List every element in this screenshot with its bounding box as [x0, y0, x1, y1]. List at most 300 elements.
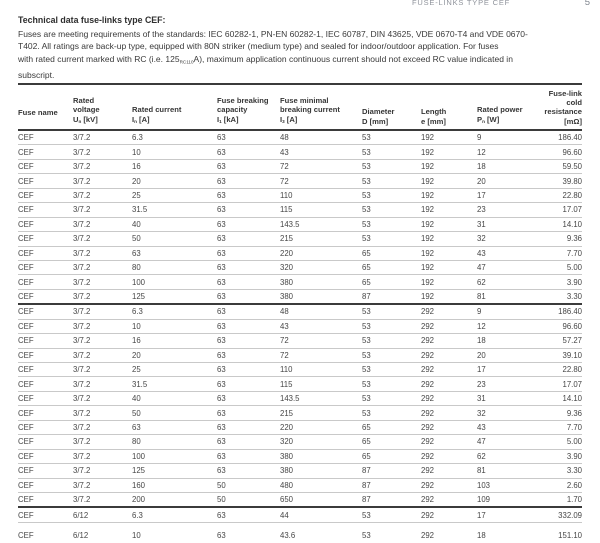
- table-cell: 47: [477, 260, 537, 274]
- table-cell: 292: [421, 363, 477, 377]
- table-header: [18, 84, 582, 130]
- table-cell: 125: [132, 464, 217, 478]
- table-cell: 63: [217, 133, 226, 143]
- table-header-row: [18, 84, 582, 130]
- table-cell: 215: [280, 406, 362, 420]
- table-cell: 53: [362, 377, 421, 391]
- table-cell: 48: [280, 133, 289, 143]
- table-cell: 3/7.2: [73, 406, 132, 420]
- table-cell: 292: [421, 507, 477, 522]
- table-cell: 63: [217, 246, 280, 260]
- table-cell: 63: [132, 246, 217, 260]
- table-cell: 72: [280, 159, 362, 173]
- table-cell: 143.5: [280, 217, 362, 231]
- table-cell: 53: [362, 232, 421, 246]
- table-row: [18, 203, 582, 217]
- table-cell: 31.5: [132, 377, 217, 391]
- table-cell: 80: [132, 435, 217, 449]
- column-header: Fuse minimal breaking current $I_3$ [A]: [280, 84, 362, 130]
- table-cell: CEF: [18, 478, 73, 492]
- table-cell: CEF: [18, 319, 73, 333]
- table-cell: 103: [477, 478, 537, 492]
- table-cell: 39.80: [537, 174, 582, 188]
- intro-paragraph-line: T402. All ratings are back-up type, equipped with 80N striker (medium type) and sealed for indoor/outdoor application. For fuses: [18, 41, 499, 52]
- table-cell: 7.70: [537, 246, 582, 260]
- table-cell: 380: [280, 464, 362, 478]
- table-cell: 17: [477, 188, 537, 202]
- table-cell: 3/7.2: [73, 289, 132, 304]
- table-cell: 63: [217, 348, 280, 362]
- table-cell: 3/7.2: [73, 260, 132, 274]
- table-cell: 63: [217, 334, 280, 348]
- table-cell: 16: [132, 159, 217, 173]
- table-cell: 3/7.2: [73, 464, 132, 478]
- table-row: [18, 406, 582, 420]
- table-cell: 292: [421, 449, 477, 463]
- table-row: [18, 130, 582, 145]
- page-number: 5: [584, 0, 590, 8]
- table-cell: 65: [362, 246, 421, 260]
- table-cell: 22.80: [537, 188, 582, 202]
- table-cell: CEF: [18, 246, 73, 260]
- table-cell: 63: [217, 188, 280, 202]
- table-cell: 143.5: [280, 391, 362, 405]
- table-cell: 39.10: [537, 348, 582, 362]
- table-cell: 63: [217, 406, 280, 420]
- table-cell: 23: [477, 377, 537, 391]
- column-header: Fuse breaking capacity $I_1$ [kA]: [217, 84, 280, 130]
- table-cell: 3/7.2: [73, 334, 132, 348]
- table-cell: 3/7.2: [73, 363, 132, 377]
- intro-line3-post: A), maximum application continuous current should not exceed RC value indicated in: [193, 53, 513, 64]
- table-cell: 650: [280, 492, 362, 507]
- table-cell: 50: [132, 232, 217, 246]
- table-row: [18, 174, 582, 188]
- table-row: [18, 289, 582, 304]
- table-cell: 63: [217, 522, 280, 543]
- table-cell: 292: [421, 406, 477, 420]
- table-cell: 192: [421, 217, 477, 231]
- table-row: [18, 334, 582, 348]
- table-cell: 10: [132, 145, 217, 159]
- table-cell: 87: [362, 464, 421, 478]
- table-cell: 63: [217, 391, 280, 405]
- table-cell: 192: [421, 275, 477, 289]
- table-cell: 3/7.2: [73, 203, 132, 217]
- table-cell: 53: [362, 217, 421, 231]
- table-cell: 65: [362, 435, 421, 449]
- table-cell: CEF: [18, 464, 73, 478]
- table-cell: 480: [280, 478, 362, 492]
- table-cell: 3/7.2: [73, 319, 132, 333]
- table-cell: 186.40: [558, 133, 582, 143]
- table-row: [18, 159, 582, 173]
- table-row: [18, 492, 582, 507]
- table-cell: 63: [217, 289, 280, 304]
- table-cell: 63: [217, 363, 280, 377]
- table-cell: 3/7.2: [73, 420, 132, 434]
- table-cell: 32: [477, 406, 537, 420]
- table-cell: 192: [421, 246, 477, 260]
- table-row: [18, 522, 582, 543]
- table-cell: CEF: [18, 348, 73, 362]
- table-row: [18, 260, 582, 274]
- table-cell: 63: [217, 159, 280, 173]
- table-cell: 192: [421, 159, 477, 173]
- table-cell: 72: [280, 334, 362, 348]
- table-cell: 22.80: [537, 363, 582, 377]
- table-cell: 63: [217, 449, 280, 463]
- table-cell: CEF: [18, 260, 73, 274]
- table-cell: 65: [362, 275, 421, 289]
- table-cell: 53: [362, 203, 421, 217]
- table-cell: 192: [421, 188, 477, 202]
- table-cell: 53: [362, 522, 421, 543]
- table-cell: CEF: [18, 304, 73, 319]
- table-cell: 63: [217, 232, 280, 246]
- table-cell: 320: [280, 260, 362, 274]
- table-cell: 3/7.2: [73, 377, 132, 391]
- table-cell: 63: [217, 145, 280, 159]
- table-cell: 6.3: [132, 304, 217, 319]
- table-row: [18, 420, 582, 434]
- table-cell: CEF: [18, 507, 73, 522]
- table-cell: 65: [362, 260, 421, 274]
- table-cell: 215: [280, 232, 362, 246]
- table-cell: 53: [362, 304, 421, 319]
- table-cell: 6/12: [73, 522, 132, 543]
- table-cell: 47: [477, 435, 537, 449]
- table-cell: 3/7.2: [73, 159, 132, 173]
- table-cell: CEF: [18, 377, 73, 391]
- table-cell: 63: [217, 174, 280, 188]
- column-header: Fuse-link cold resistance [mΩ]: [537, 84, 582, 130]
- table-cell: 53: [362, 391, 421, 405]
- table-cell: 53: [362, 188, 421, 202]
- table-cell: 10: [132, 319, 217, 333]
- table-cell: 81: [477, 289, 537, 304]
- table-cell: 5.00: [537, 435, 582, 449]
- table-cell: CEF: [18, 449, 73, 463]
- table-row: [18, 449, 582, 463]
- table-row: [18, 275, 582, 289]
- table-cell: 192: [421, 232, 477, 246]
- table-cell: 63: [217, 377, 280, 391]
- table-cell: 63: [217, 420, 280, 434]
- table-cell: 7.70: [537, 420, 582, 434]
- table-cell: CEF: [18, 159, 73, 173]
- table-cell: 292: [421, 435, 477, 449]
- table-cell: 25: [132, 363, 217, 377]
- table-cell: 65: [362, 420, 421, 434]
- table-cell: 87: [362, 492, 421, 507]
- table-cell: 10: [132, 522, 217, 543]
- table-cell: 50: [217, 478, 280, 492]
- table-cell: 3/7.2: [73, 304, 132, 319]
- table-cell: 3/7.2: [73, 188, 132, 202]
- table-cell: 3.90: [537, 275, 582, 289]
- table-cell: CEF: [18, 363, 73, 377]
- table-row: [18, 188, 582, 202]
- table-cell: CEF: [18, 420, 73, 434]
- table-cell: 380: [280, 275, 362, 289]
- table-cell: CEF: [18, 217, 73, 231]
- table-row: [18, 363, 582, 377]
- table-cell: 43: [280, 319, 362, 333]
- table-cell: 186.40: [537, 304, 582, 319]
- table-cell: 100: [132, 275, 217, 289]
- technical-data-table: [18, 83, 582, 543]
- table-cell: 63: [217, 435, 280, 449]
- table-cell: 17: [477, 363, 537, 377]
- table-cell: 63: [217, 260, 280, 274]
- table-cell: 292: [421, 348, 477, 362]
- table-row: [18, 464, 582, 478]
- table-cell: 100: [132, 449, 217, 463]
- intro-paragraph-line: subscript.: [18, 70, 55, 81]
- table-cell: 6.3: [132, 133, 143, 143]
- table-cell: 5.00: [537, 260, 582, 274]
- table-cell: 53: [362, 159, 421, 173]
- table-cell: 151.10: [537, 522, 582, 543]
- table-row: [18, 304, 582, 319]
- table-cell: 18: [477, 159, 537, 173]
- table-cell: 57.27: [537, 334, 582, 348]
- table-cell: 292: [421, 478, 477, 492]
- table-cell: 53: [362, 507, 421, 522]
- table-cell: CEF: [18, 492, 73, 507]
- table-cell: 110: [280, 363, 362, 377]
- table-cell: 3/7.2: [73, 145, 132, 159]
- column-header: Diameter D [mm]: [362, 84, 421, 130]
- table-cell: 3/7.2: [73, 174, 132, 188]
- table-cell: 6/12: [73, 507, 132, 522]
- table-cell: 292: [421, 492, 477, 507]
- table-row: [18, 232, 582, 246]
- table-cell: 3/7.2: [73, 449, 132, 463]
- table-row: [18, 377, 582, 391]
- table-row: [18, 507, 582, 522]
- table-cell: 65: [362, 449, 421, 463]
- table-row: [18, 391, 582, 405]
- table-cell: 6.3: [132, 507, 217, 522]
- table-cell: 53: [362, 174, 421, 188]
- table-cell: 115: [280, 203, 362, 217]
- table-cell: 160: [132, 478, 217, 492]
- table-cell: 63: [217, 319, 280, 333]
- table-cell: 14.10: [537, 391, 582, 405]
- intro-paragraph-line: Fuses are meeting requirements of the standards: IEC 60282-1, PN-EN 60282-1, IEC 60787, DIN 43625, VDE 0670-T4 and VDE 0670-: [18, 28, 528, 39]
- table-cell: 23: [477, 203, 537, 217]
- intro-paragraph-line: [18, 53, 584, 69]
- table-cell: 31.5: [132, 203, 217, 217]
- table-cell: CEF: [18, 522, 73, 543]
- table-cell: 192: [421, 203, 477, 217]
- table-cell: 53: [362, 348, 421, 362]
- table-cell: 192: [421, 174, 477, 188]
- table-cell: 2.60: [537, 478, 582, 492]
- column-header: Rated voltage $U_n$ [kV]: [73, 84, 132, 130]
- table-cell: 292: [421, 522, 477, 543]
- column-header: Rated power $P_n$ [W]: [477, 84, 537, 130]
- table-cell: 12: [477, 145, 537, 159]
- table-cell: 96.60: [537, 145, 582, 159]
- table-cell: 292: [421, 464, 477, 478]
- table-cell: 9: [477, 304, 537, 319]
- table-row: [18, 217, 582, 231]
- table-cell: 380: [280, 289, 362, 304]
- table-cell: 31: [477, 217, 537, 231]
- table-cell: 292: [421, 319, 477, 333]
- table-cell: 192: [421, 289, 477, 304]
- table-cell: 292: [421, 391, 477, 405]
- column-header: Length e [mm]: [421, 84, 477, 130]
- table-cell: 292: [421, 420, 477, 434]
- table-cell: 3/7.2: [73, 217, 132, 231]
- table-cell: 109: [477, 492, 537, 507]
- column-header: Fuse name: [18, 84, 73, 130]
- table-cell: 3.30: [537, 464, 582, 478]
- table-cell: 9: [477, 133, 482, 143]
- table-cell: 53: [362, 133, 371, 143]
- table-cell: 12: [477, 319, 537, 333]
- table-cell: 17.07: [537, 377, 582, 391]
- table-cell: 18: [477, 522, 537, 543]
- table-cell: 200: [132, 492, 217, 507]
- table-cell: 63: [217, 203, 280, 217]
- table-cell: 40: [132, 217, 217, 231]
- table-cell: CEF: [18, 203, 73, 217]
- table-cell: 3/7.2: [73, 391, 132, 405]
- table-cell: 87: [362, 289, 421, 304]
- table-cell: 53: [362, 406, 421, 420]
- table-cell: 3/7.2: [73, 133, 91, 143]
- table-row: [18, 478, 582, 492]
- table-cell: 3/7.2: [73, 275, 132, 289]
- table-cell: 32: [477, 232, 537, 246]
- column-header: Rated current $I_n$ [A]: [132, 84, 217, 130]
- table-cell: 72: [280, 348, 362, 362]
- table-cell: 63: [217, 304, 280, 319]
- table-cell: 3/7.2: [73, 478, 132, 492]
- table-cell: 9.36: [537, 232, 582, 246]
- table-cell: 63: [217, 507, 280, 522]
- table-cell: 53: [362, 319, 421, 333]
- table-cell: 50: [217, 492, 280, 507]
- intro-line3-subscript: RC110: [179, 59, 194, 65]
- table-row: [18, 145, 582, 159]
- table-cell: CEF: [18, 406, 73, 420]
- table-cell: 192: [421, 260, 477, 274]
- table-cell: CEF: [18, 145, 73, 159]
- table-cell: 9.36: [537, 406, 582, 420]
- table-cell: CEF: [18, 391, 73, 405]
- table-cell: 220: [280, 246, 362, 260]
- section-heading: Technical data fuse-links type CEF:: [18, 15, 166, 25]
- table-cell: 48: [280, 304, 362, 319]
- table-cell: 3/7.2: [73, 246, 132, 260]
- table-cell: CEF: [18, 275, 73, 289]
- table-cell: 115: [280, 377, 362, 391]
- table-cell: 72: [280, 174, 362, 188]
- table-cell: 62: [477, 449, 537, 463]
- table-row: [18, 246, 582, 260]
- table-cell: 59.50: [537, 159, 582, 173]
- table-cell: 43.6: [280, 522, 362, 543]
- table-cell: CEF: [18, 232, 73, 246]
- table-cell: CEF: [18, 188, 73, 202]
- table-cell: 62: [477, 275, 537, 289]
- table-cell: 17: [477, 507, 537, 522]
- table-cell: 3.30: [537, 289, 582, 304]
- table-cell: 87: [362, 478, 421, 492]
- table-cell: 96.60: [537, 319, 582, 333]
- table-cell: CEF: [18, 133, 34, 143]
- table-cell: 220: [280, 420, 362, 434]
- table-cell: 53: [362, 363, 421, 377]
- table-cell: 25: [132, 188, 217, 202]
- table-cell: 192: [421, 133, 435, 143]
- table-cell: 20: [132, 174, 217, 188]
- table-cell: 63: [217, 275, 280, 289]
- table-cell: 332.09: [537, 507, 582, 522]
- table-cell: 3/7.2: [73, 348, 132, 362]
- table-cell: 3/7.2: [73, 232, 132, 246]
- table-cell: 292: [421, 304, 477, 319]
- table-cell: 125: [132, 289, 217, 304]
- table-cell: CEF: [18, 435, 73, 449]
- table-cell: 3/7.2: [73, 492, 132, 507]
- table-cell: 320: [280, 435, 362, 449]
- table-cell: 292: [421, 334, 477, 348]
- table-cell: 20: [132, 348, 217, 362]
- running-header-title: FUSE-LINKS TYPE CEF: [412, 0, 510, 7]
- table-cell: 81: [477, 464, 537, 478]
- table-row: [18, 319, 582, 333]
- table-cell: 31: [477, 391, 537, 405]
- table-cell: 292: [421, 377, 477, 391]
- table-cell: 63: [217, 464, 280, 478]
- table-cell: CEF: [18, 334, 73, 348]
- intro-line3-pre: with rated current marked with RC (i.e. 125: [18, 53, 180, 64]
- table-cell: CEF: [18, 174, 73, 188]
- table-cell: 20: [477, 348, 537, 362]
- table-cell: 3.90: [537, 449, 582, 463]
- table-row: [18, 435, 582, 449]
- table-cell: 18: [477, 334, 537, 348]
- table-cell: 14.10: [537, 217, 582, 231]
- table-cell: CEF: [18, 289, 73, 304]
- table-cell: 110: [280, 188, 362, 202]
- table-cell: 53: [362, 145, 421, 159]
- table-cell: 43: [280, 145, 362, 159]
- table-cell: 63: [132, 420, 217, 434]
- table-cell: 44: [280, 507, 362, 522]
- table-cell: 63: [217, 217, 280, 231]
- table-cell: 1.70: [537, 492, 582, 507]
- table-cell: 20: [477, 174, 537, 188]
- table-cell: 17.07: [537, 203, 582, 217]
- table-cell: 40: [132, 391, 217, 405]
- table-cell: 50: [132, 406, 217, 420]
- table-body: [18, 130, 582, 543]
- table-cell: 53: [362, 334, 421, 348]
- table-cell: 380: [280, 449, 362, 463]
- intro-section: [18, 15, 584, 82]
- table-cell: 43: [477, 246, 537, 260]
- table-cell: 16: [132, 334, 217, 348]
- table-row: [18, 348, 582, 362]
